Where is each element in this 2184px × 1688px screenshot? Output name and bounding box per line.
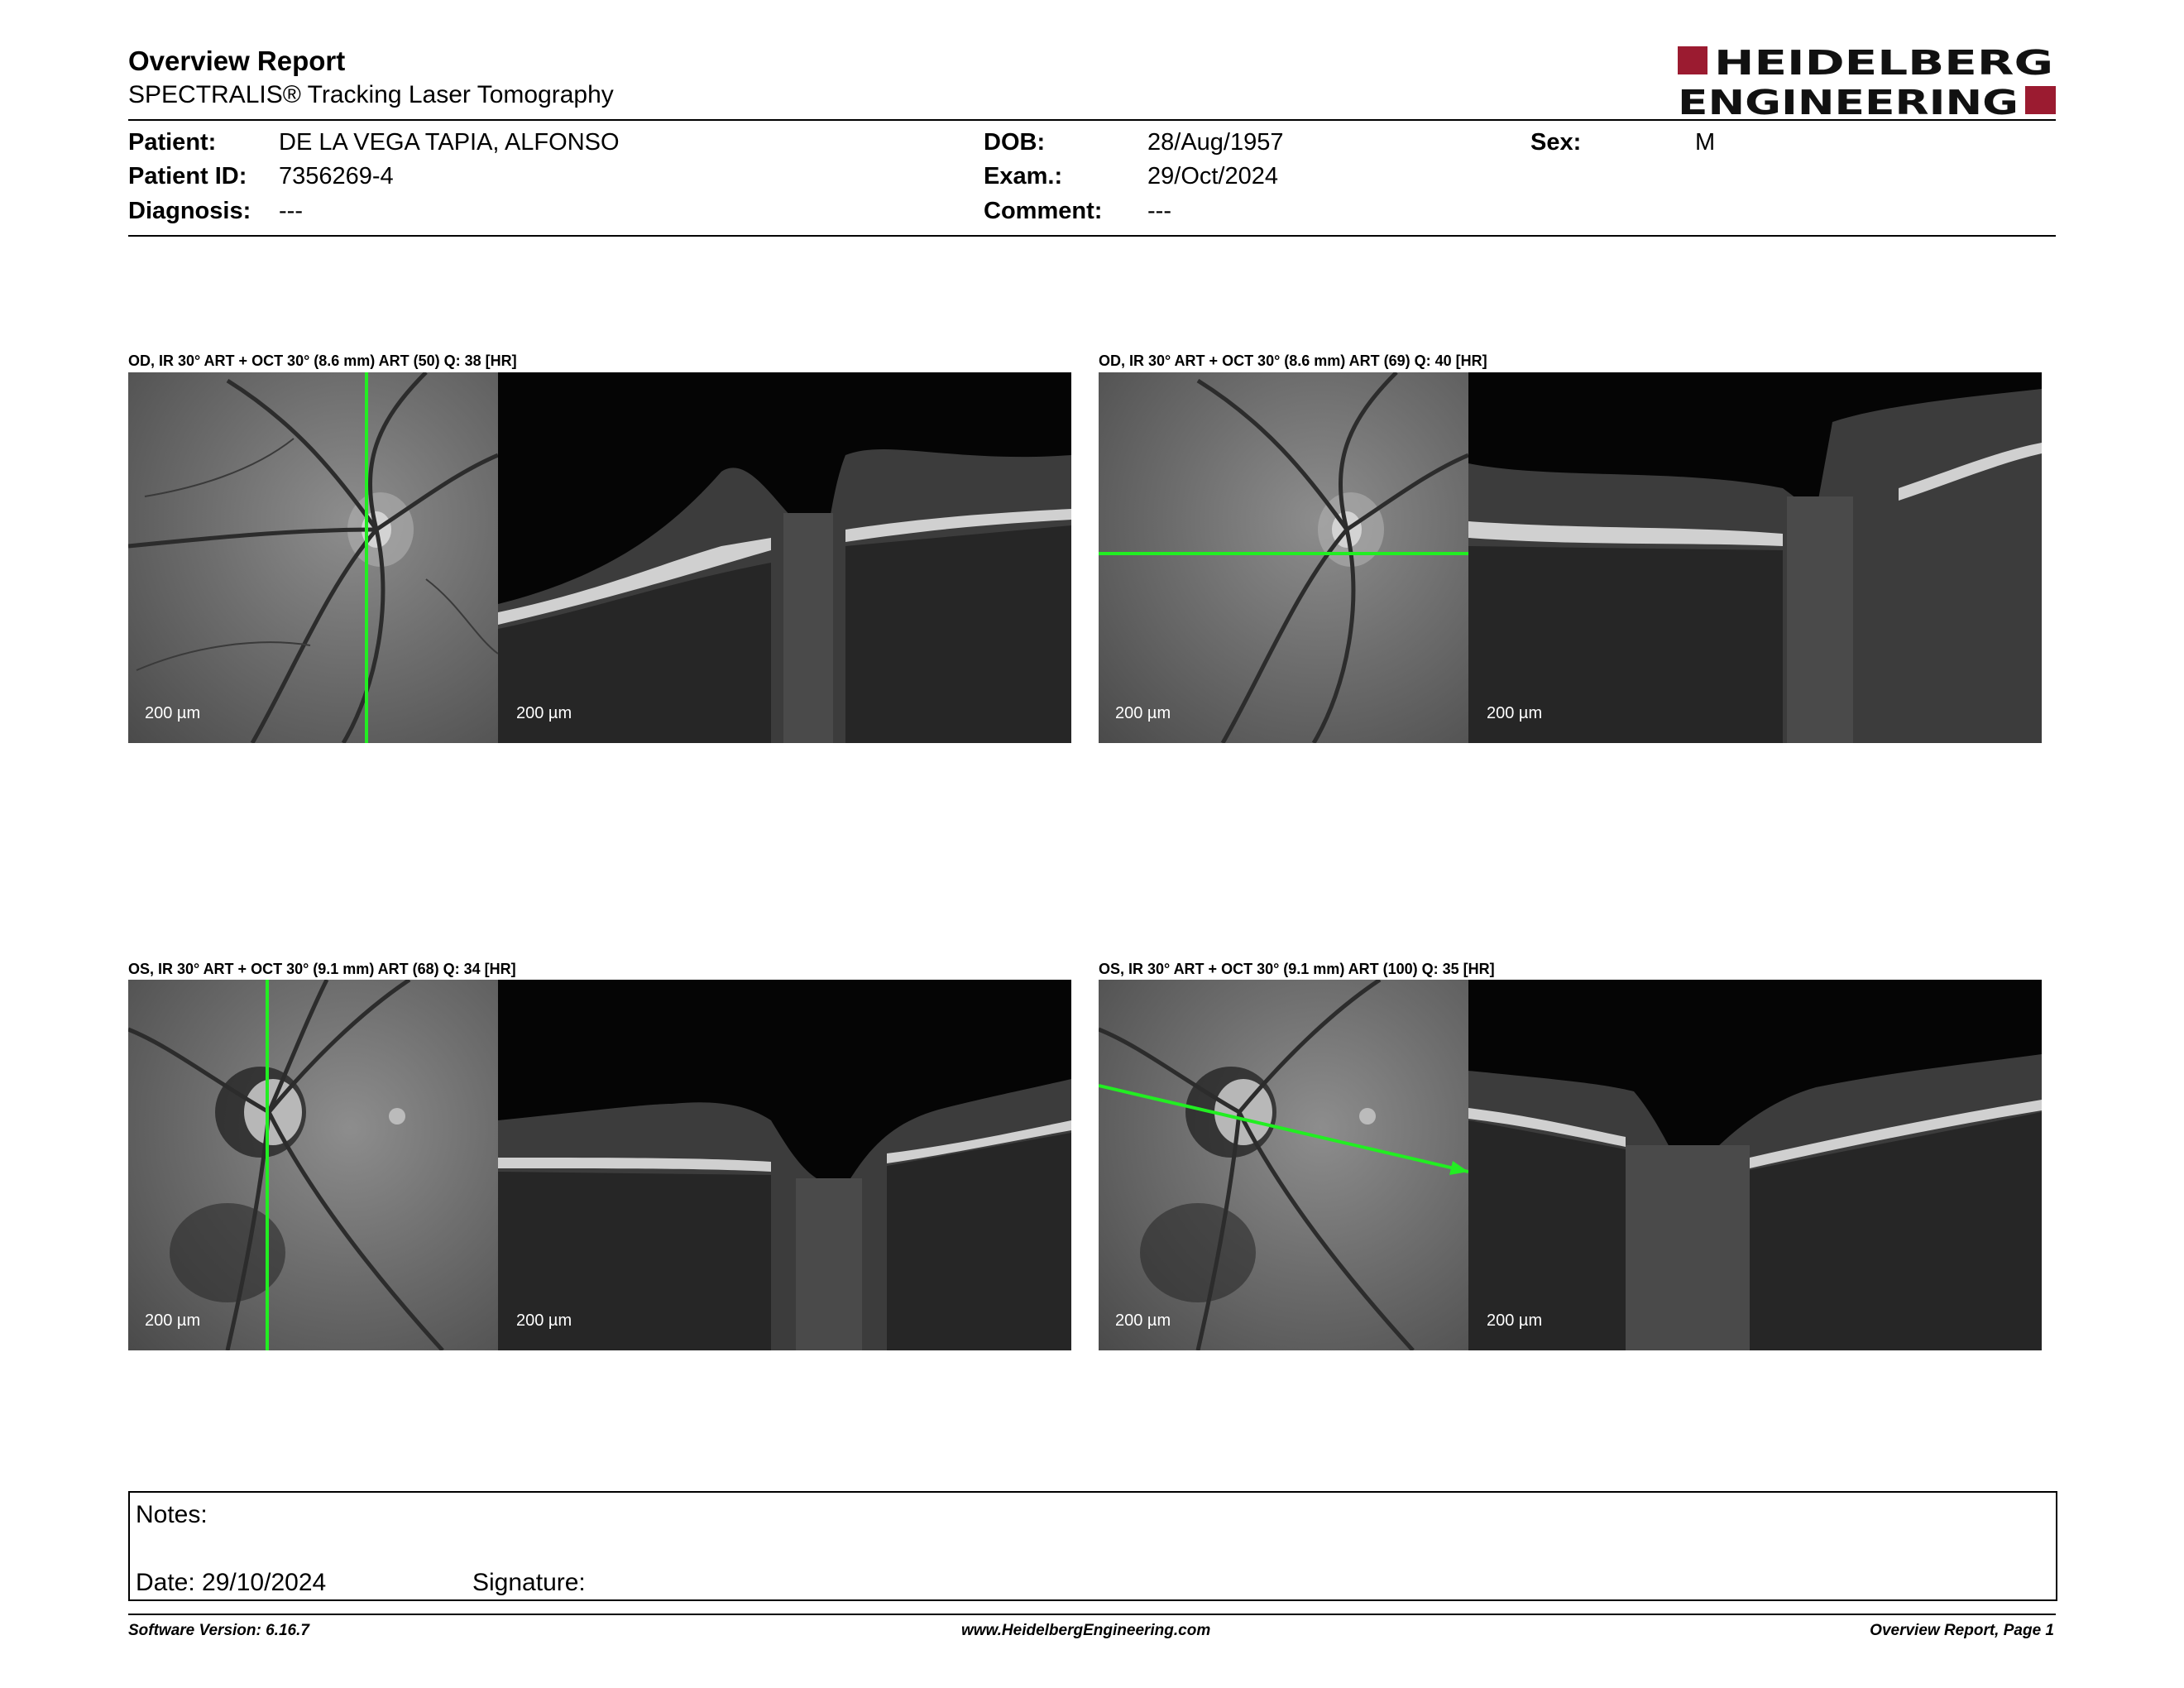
scan-title: OS, IR 30° ART + OCT 30° (9.1 mm) ART (100) Q: 35 [HR]	[1099, 961, 1495, 977]
dob-label: DOB:	[984, 129, 1046, 156]
notes-label: Notes:	[136, 1501, 208, 1528]
scan-line-marker	[1099, 552, 1468, 555]
comment-label: Comment:	[984, 198, 1103, 224]
date-label: Date: 29/10/2024	[136, 1569, 327, 1596]
oct-bscan-image	[498, 980, 1071, 1350]
comment-value: ---	[1147, 198, 1171, 224]
patient-name: DE LA VEGA TAPIA, ALFONSO	[279, 129, 620, 156]
report-subtitle: SPECTRALIS® Tracking Laser Tomography	[128, 81, 614, 108]
report-title: Overview Report	[128, 46, 346, 76]
diagnosis-value: ---	[279, 198, 303, 224]
fundus-image	[128, 372, 498, 743]
fundus-image	[128, 980, 498, 1350]
heidelberg-logo	[1678, 45, 2056, 116]
exam-value: 29/Oct/2024	[1147, 163, 1278, 189]
svg-text:ENGINEERING: ENGINEERING	[1678, 83, 2019, 116]
svg-text:HEIDELBERG: HEIDELBERG	[1714, 45, 2053, 83]
scan-line-marker	[365, 372, 368, 743]
exam-label: Exam.:	[984, 163, 1063, 189]
scan-title: OD, IR 30° ART + OCT 30° (8.6 mm) ART (69) Q: 40 [HR]	[1099, 352, 1487, 369]
scale-bar-label: 200 µm	[1115, 704, 1171, 722]
scan-line-marker	[266, 980, 269, 1350]
scale-bar-label: 200 µm	[1487, 1312, 1543, 1330]
patient-rule	[128, 235, 2056, 237]
scan-line-marker	[1099, 1086, 1468, 1172]
page-indicator: Overview Report, Page 1	[1870, 1622, 2054, 1639]
patient-id: 7356269-4	[279, 163, 394, 189]
scale-bar-label: 200 µm	[1115, 1312, 1171, 1330]
scale-bar-label: 200 µm	[516, 704, 572, 722]
signature-label: Signature:	[472, 1569, 586, 1596]
oct-bscan-image	[1468, 980, 2042, 1350]
notes-box[interactable]	[128, 1491, 2057, 1601]
scale-bar-label: 200 µm	[516, 1312, 572, 1330]
oct-bscan-image	[498, 372, 1071, 743]
scale-bar-label: 200 µm	[1487, 704, 1543, 722]
footer-rule	[128, 1614, 2056, 1615]
scale-bar-label: 200 µm	[145, 704, 201, 722]
dob-value: 28/Aug/1957	[1147, 129, 1284, 156]
diagnosis-label: Diagnosis:	[128, 198, 251, 224]
sex-value: M	[1695, 129, 1716, 156]
scan-title: OS, IR 30° ART + OCT 30° (9.1 mm) ART (68) Q: 34 [HR]	[128, 961, 516, 977]
patient-id-label: Patient ID:	[128, 163, 247, 189]
header-rule	[128, 119, 2056, 121]
fundus-image	[1099, 980, 1468, 1350]
scan-title: OD, IR 30° ART + OCT 30° (8.6 mm) ART (50) Q: 38 [HR]	[128, 352, 517, 369]
fundus-image	[1099, 372, 1468, 743]
software-version: Software Version: 6.16.7	[128, 1622, 309, 1639]
sex-label: Sex:	[1530, 129, 1582, 156]
oct-bscan-image	[1468, 372, 2042, 743]
scale-bar-label: 200 µm	[145, 1312, 201, 1330]
website-link[interactable]: www.HeidelbergEngineering.com	[961, 1622, 1211, 1639]
patient-label: Patient:	[128, 129, 217, 156]
